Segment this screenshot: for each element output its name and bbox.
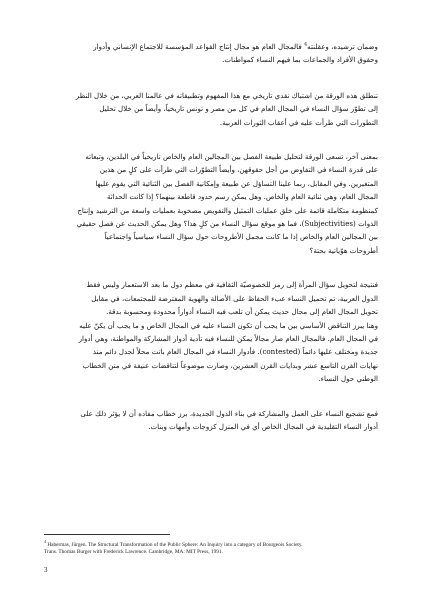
footnote [44, 538, 378, 557]
text-segment: فالمجال العام هو مجال إنتاج القواعد المؤسسة للاجتماع الإنساني وأدوار [93, 42, 304, 51]
paragraph-5 [46, 407, 378, 434]
text-line: كمنظومة متكاملة قائمة على خلق عمليات التمثيل والتفويض مصحوبة بعمليات واسعة من الترشيد وإنتاج [77, 205, 378, 215]
footnote-reference[interactable]: 4 [303, 41, 308, 48]
paragraph-4 [46, 278, 378, 385]
text-line: على قدرة النساء في التفاوض من أجل حقوقهن، وأيضاً التطوّرات التي طرأت على كلٍ من هذين [99, 165, 378, 175]
text-line: بين المجالين العام والخاص إذا ما كانت مجمل الأطروحات حول سؤال النساء سياسياً واجتماعياً [104, 232, 378, 242]
text-segment: وضمان ترشيده، وعقلنته [307, 42, 378, 51]
text-line: التطورات التي طرأت عليه في أعقاب الثورات العربية. [219, 117, 378, 127]
text-line: تحويل المجال العام إلى مجال حديث يمكن أن تلعب فيه النساء أدواراً محدودة ومحسوبة بدقة. [106, 307, 378, 317]
text-line: نهايات القرن التاسع عشر وبدايات القرن العشرين، وصارت موضوعاً لتناقضات عنيفة في متن الخطاب [82, 360, 378, 370]
paragraph-1 [46, 40, 378, 67]
text-line [46, 40, 378, 53]
body-text [46, 40, 378, 454]
text-line: وهنا يبرز التناقض الأساسي بين ما يجب أن تكون النساء عليه في المجال الخاص و ما يجب أن يكنّ عليه [79, 320, 378, 330]
footnote-citation: Habermas, Jürgen. The Structural Transformation of the Public Sphere: An Inquiry into a category of Bourgeois Society. [47, 541, 303, 548]
text-line: جديدة ومختلف عليها دائماً (contested). فأدوار النساء في المجال العام باتت محلاً لجدل دائم منذ [92, 347, 378, 357]
footnote-line: Trans. Thomas Burger with Frederick Lawrence. Cambridge, MA: MIT Press, 1991. [44, 549, 223, 556]
text-line: فنتيجة لتحويل سؤال المرأة إلى رمز للخصوصيّة الثقافية في معظم دول ما بعد الاستعمار وليس فقط [86, 280, 378, 290]
text-line: الذوات (Subjectivities)، فما هو موقع سؤال النساء من كلٍ هذا؟ وهل يمكن الحديث عن فصل حقيقي [76, 219, 378, 229]
text-line: المجال العام، وهي ثنائية العام والخاص. وهل يمكن رسم حدود قاطعة بينهما؟ إذا كانت الحداثة [106, 192, 378, 202]
text-line: أدوار النساء التقليدية في المجال الخاص أي في المنزل كزوجات وأمهات وبنات. [148, 421, 378, 431]
text-line: الوطني حول النساء. [318, 374, 378, 384]
footnote-line [44, 538, 378, 549]
text-line: في المجال العام. فالمجال العام صار مجالاً يمكن للنساء فيه تأدية أدوار المشاركة والمواطنة، وهي أدوار [78, 333, 378, 343]
text-line: المتغيرين. وفي المقابل، ربما علينا التساؤل عن طبيعة وإمكانية الفصل بين الثنائية التي يقوم عليها [95, 178, 378, 188]
text-line: وحقوق الأفراد والجماعات بما فيهم النساء كمواطنات. [222, 55, 378, 65]
text-line: بمعنى آخر، تسعى الورقة لتحليل طبيعة الفصل بين المجالين العام والخاص تاريخياً في البلدين، وتبعاته [85, 152, 378, 162]
footnote-divider [44, 534, 170, 535]
text-line: تنطلق هذه الورقة من اشتباك نقدي تاريخي مع هذا المفهوم وتطبيقاته في عالمنا العربي، من خلال النظر [75, 90, 378, 100]
text-line: إلى تطوّر سؤال النساء في المجال العام في كل من مصر و تونس تاريخياً، وأيضاً من خلال تحليل [99, 104, 378, 114]
text-line: الدول العربية، تم تحميل النساء عبء الحفاظ على الأصالة والهوية المفترضة للمجتمعات، في مقابل [91, 293, 378, 303]
footnote-number: 4 [44, 539, 46, 544]
paragraph-3 [46, 150, 378, 257]
page-number: 3 [44, 566, 48, 574]
text-line: فمع تشجيع النساء على العمل والمشاركة في بناء الدول الجديدة، برز خطاب مفاده أن لا يؤثر ذلك على [80, 408, 378, 418]
text-line: أطروحات هوّياتية بحتة؟ [309, 245, 378, 255]
paragraph-2 [46, 89, 378, 129]
